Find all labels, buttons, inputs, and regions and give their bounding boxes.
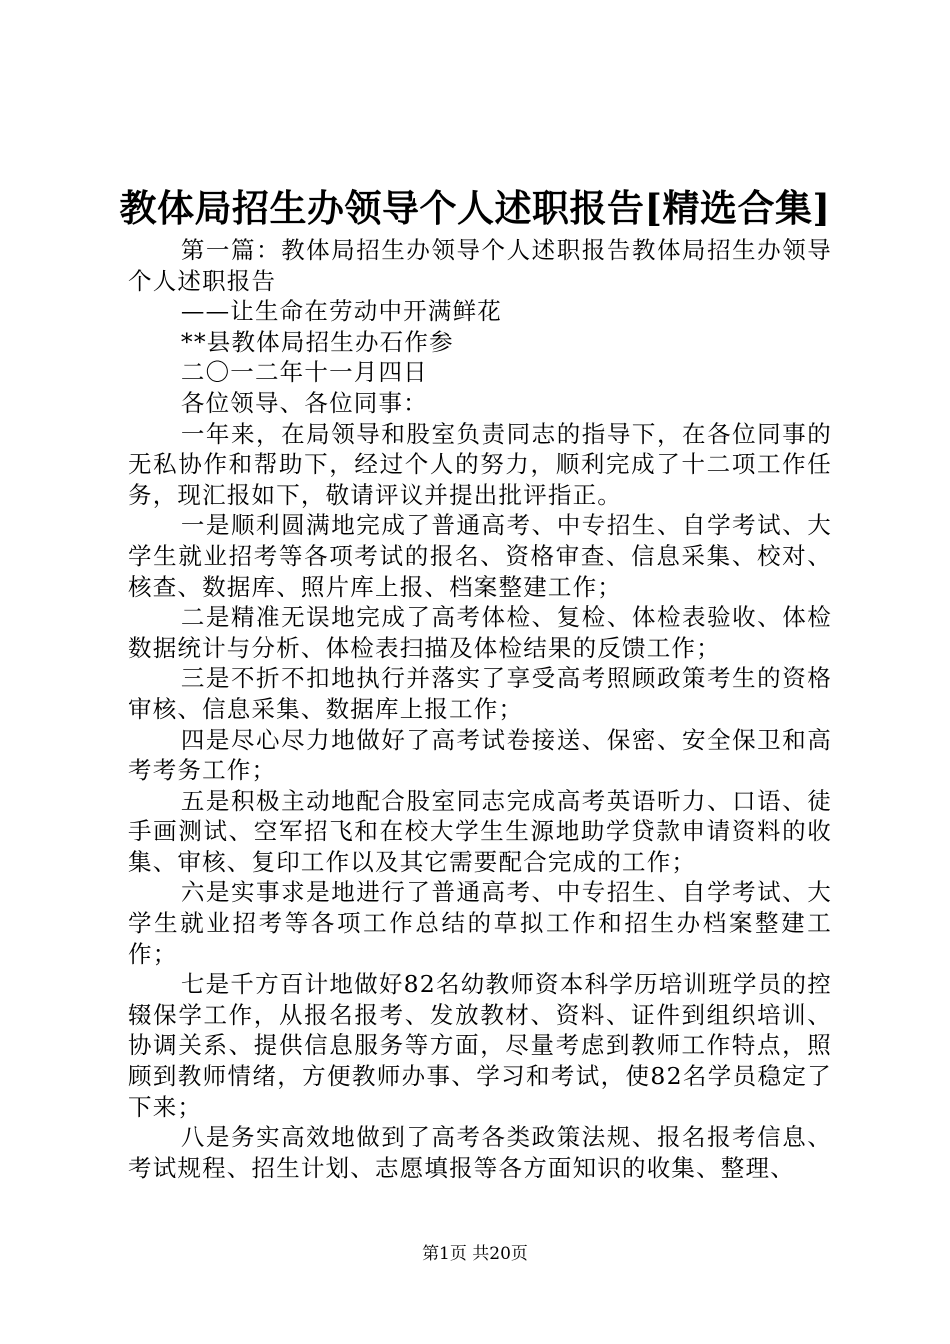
paragraph: 七是千方百计地做好82名幼教师资本科学历培训班学员的控辍保学工作，从报名报考、发放教材、资料、证件到组织培训、协调关系、提供信息服务等方面，尽量考虑到教师工作特点，照顾到教师情绪，方便教师办事、学习和考试，使82名学员稳定了下来； [128,970,832,1121]
paragraph: 三是不折不扣地执行并落实了享受高考照顾政策考生的资格审核、信息采集、数据库上报工作； [128,664,832,723]
paragraph: 五是积极主动地配合股室同志完成高考英语听力、口语、徒手画测试、空军招飞和在校大学生生源地助学贷款申请资料的收集、审核、复印工作以及其它需要配合完成的工作； [128,786,832,876]
paragraph: 六是实事求是地进行了普通高考、中专招生、自学考试、大学生就业招考等各项工作总结的草拟工作和招生办档案整建工作； [128,878,832,968]
paragraph: 各位领导、各位同事： [180,388,428,417]
paragraph: 二〇一二年十一月四日 [180,358,428,387]
paragraph: **县教体局招生办石作参 [180,327,454,356]
paragraph: 四是尽心尽力地做好了高考试卷接送、保密、安全保卫和高考考务工作； [128,725,832,785]
paragraph: 一是顺利圆满地完成了普通高考、中专招生、自学考试、大学生就业招考等各项考试的报名、资格审查、信息采集、校对、核查、数据库、照片库上报、档案整建工作； [128,511,832,601]
paragraph: 第一篇：教体局招生办领导个人述职报告教体局招生办领导个人述职报告 [128,236,832,295]
document-body [128,235,832,1183]
page-footer: 第1页 共20页 [422,1244,528,1264]
document-title: 教体局招生办领导个人述职报告[精选合集] [119,186,831,230]
paragraph: 八是务实高效地做到了高考各类政策法规、报名报考信息、考试规程、招生计划、志愿填报等各方面知识的收集、整理、 [128,1123,832,1182]
paragraph: ——让生命在劳动中开满鲜花 [180,297,502,326]
paragraph: 一年来，在局领导和股室负责同志的指导下，在各位同事的无私协作和帮助下，经过个人的努力，顺利完成了十二项工作任务，现汇报如下，敬请评议并提出批评指正。 [128,419,832,509]
paragraph: 二是精准无误地完成了高考体检、复检、体检表验收、体检数据统计与分析、体检表扫描及体检结果的反馈工作； [128,603,832,662]
